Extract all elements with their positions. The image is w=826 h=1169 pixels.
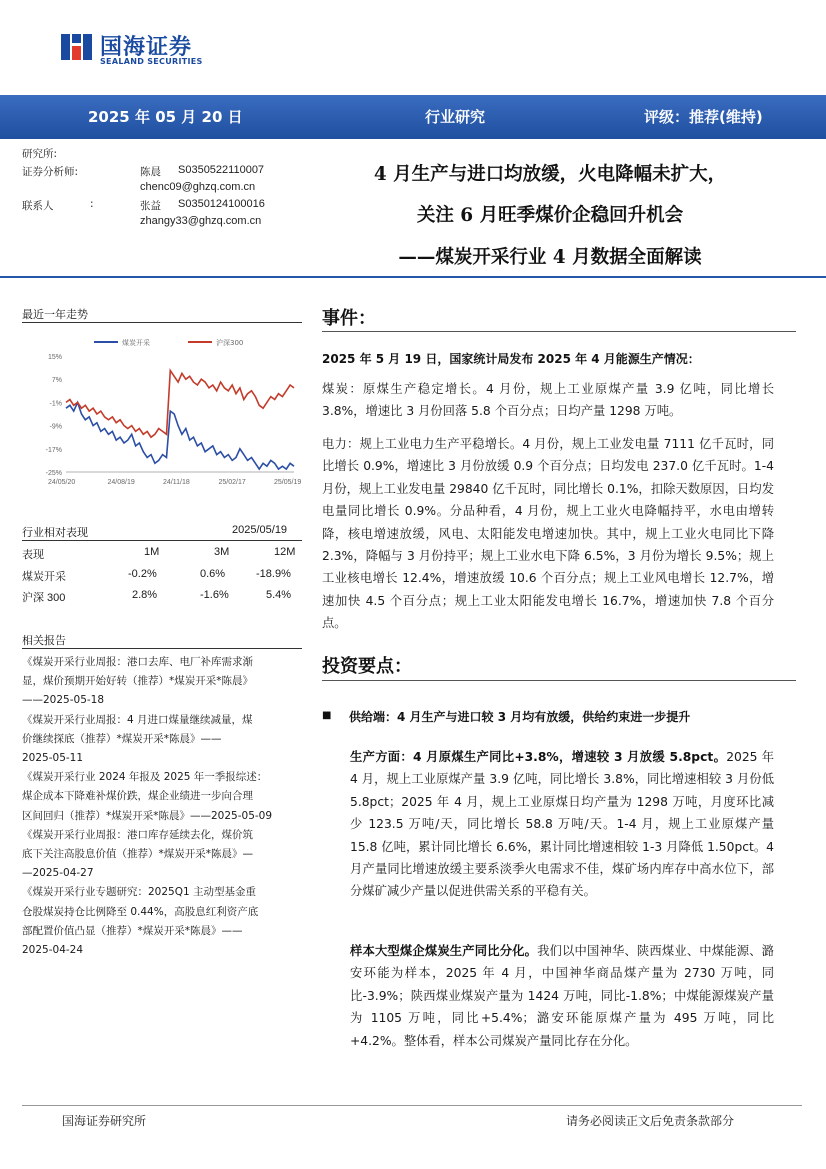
rating: 评级：推荐(维持) [644, 108, 763, 126]
event-lead: 2025 年 5 月 19 日，国家统计局发布 2025 年 4 月能源生产情况： [322, 352, 700, 366]
report-date: 2025 年 05 月 20 日 [88, 108, 243, 126]
report-line: 仓股煤炭持仓比例降至 0.44%，高股息红利资产底 [22, 905, 259, 918]
perf-header-row [22, 546, 300, 564]
report-subtitle: ——煤炭开采行业 4 月数据全面解读 [398, 247, 702, 268]
perf-cell: 2.8% [132, 589, 158, 601]
analyst-name: 陈晨 [140, 166, 161, 178]
perf-divider [22, 540, 302, 541]
y-tick-label: 15% [47, 354, 62, 361]
production-paragraph [350, 746, 774, 903]
report-line: 《煤炭开采行业 2024 年报及 2025 年一季报综述： [22, 771, 268, 784]
logo-chinese-name: 国海证券 [100, 35, 193, 60]
y-tick-label: -1% [49, 400, 62, 408]
perf-header: 12M [274, 546, 296, 558]
perf-cell: -1.6% [200, 589, 229, 601]
trend-divider [22, 322, 302, 323]
report-line: 部配置价值凸显（推荐）*煤炭开采*陈晨》—— [22, 924, 243, 937]
x-tick-label: 24/08/19 [107, 479, 135, 486]
series-line [66, 371, 294, 438]
analyst-label: 证券分析师: [22, 166, 79, 178]
y-tick-label: 7% [51, 377, 62, 385]
perf-cell: 0.6% [200, 568, 226, 580]
report-line: 2025-05-11 [22, 752, 84, 765]
perf-cell: 煤炭开采 [22, 571, 66, 583]
reports-divider [22, 648, 302, 649]
perf-header: 表现 [22, 549, 44, 561]
x-tick-label: 25/05/19 [274, 479, 302, 486]
report-line: 《煤炭开采行业周报：4 月进口煤量继续减量，煤 [22, 713, 253, 726]
supply-heading: 供给端：4 月生产与进口较 3 月均有放缓，供给约束进一步提升 [349, 710, 691, 724]
sample-paragraph [350, 940, 774, 1052]
perf-title: 行业相对表现 [22, 526, 88, 539]
report-line: 《煤炭开采行业周报：港口库存延续去化，煤价筑 [22, 828, 253, 841]
y-tick-label: -25% [45, 470, 62, 477]
report-title-line2: 关注 6 月旺季煤价企稳回升机会 [416, 205, 684, 226]
contact-id: S0350124100016 [178, 198, 265, 210]
report-line: 《煤炭开采行业专题研究：2025Q1 主动型基金重 [22, 886, 257, 899]
bullet-icon: ■ [322, 710, 332, 721]
perf-cell: 5.4% [266, 589, 292, 601]
table-row [22, 589, 300, 607]
contact-label: 联系人 [22, 200, 54, 212]
perf-cell: 沪深 300 [22, 592, 66, 604]
y-tick-label: -17% [45, 446, 62, 454]
report-category: 行业研究 [425, 108, 486, 126]
report-line: 区间回归（推荐）*煤炭开采*陈晨》——2025-05-09 [22, 809, 273, 822]
footer-divider [22, 1105, 802, 1106]
sample-text: 我们以中国神华、陕西煤业、中煤能源、潞安环能为样本，2025 年 4 月，中国神华商品煤产量为 2730 万吨，同比-3.9%；陕西煤业煤炭产量为 1424 万吨，同比-1.8%；中煤能源煤炭产量为 1105 万吨，同比+5.4%；潞安环能原煤产量为 495 万吨，同比+4.2%。整体看，样本公司煤炭产量同比存在分化。 [350, 944, 774, 1048]
report-line: ——2025-05-18 [22, 694, 105, 707]
reports-title: 相关报告 [22, 634, 66, 647]
institute-label: 研究所: [22, 148, 58, 160]
contact-email[interactable]: zhangy33@ghzq.com.cn [140, 215, 262, 227]
invest-divider [322, 680, 796, 681]
company-logo [60, 28, 210, 72]
event-divider [322, 331, 796, 332]
perf-header: 1M [144, 546, 160, 558]
report-line: 显，煤价预期开始好转（推荐）*煤炭开采*陈晨》 [22, 675, 253, 688]
report-line: —2025-04-27 [22, 867, 94, 880]
logo-english-name: SEALAND SECURITIES [100, 57, 203, 66]
contact-colon: : [90, 198, 94, 210]
perf-header: 3M [214, 546, 230, 558]
report-line: 底下关注高股息价值（推荐）*煤炭开采*陈晨》— [22, 848, 253, 861]
contact-name: 张益 [140, 200, 161, 212]
footer-left: 国海证券研究所 [62, 1114, 147, 1128]
production-lead: 生产方面：4 月原煤生产同比+3.8%，增速较 3 月放缓 5.8pct。 [350, 750, 727, 764]
invest-heading: 投资要点： [322, 656, 412, 677]
trend-chart [22, 334, 302, 494]
perf-cell: -18.9% [256, 568, 291, 580]
sealand-logo-icon [60, 30, 94, 64]
perf-cell: -0.2% [128, 568, 157, 580]
x-tick-label: 24/05/20 [48, 479, 76, 486]
report-line: 2025-04-24 [22, 944, 84, 957]
perf-date: 2025/05/19 [232, 524, 288, 536]
footer-right: 请务必阅读正文后免责条款部分 [566, 1114, 735, 1128]
analyst-email[interactable]: chenc09@ghzq.com.cn [140, 181, 256, 193]
report-title-line1: 4 月生产与进口均放缓，火电降幅未扩大， [373, 164, 727, 185]
x-tick-label: 24/11/18 [163, 479, 190, 486]
related-reports-list [22, 653, 302, 960]
x-tick-label: 25/02/17 [218, 479, 246, 486]
sample-lead: 样本大型煤企煤炭生产同比分化。 [350, 944, 538, 958]
legend-label: 煤炭开采 [122, 339, 150, 347]
trend-title: 最近一年走势 [22, 308, 88, 321]
report-line: 煤企成本下降难补煤价跌，煤企业绩进一步向合理 [22, 790, 253, 803]
analyst-id: S0350522110007 [178, 164, 265, 176]
report-line: 《煤炭开采行业周报：港口去库、电厂补库需求渐 [22, 656, 253, 668]
production-text: 2025 年 4 月，规上工业原煤产量 3.9 亿吨，同比增长 3.8%，同比增速相较 3 月份低 5.8pct；2025 年 4 月，规上工业原煤日均产量为 1298 万吨，月度环比减少 123.5 万吨/天，同比增长 58.8 万吨/天。1-4 月，规上工业原煤产量 15.8 亿吨，累计同比增长 6.6%，累计同比增速相较 1-3 月降低 1.50pct。4 月产量同比增速放缓主要系淡季火电需求不佳，煤矿场内库存中高水位下，部分煤矿减少产量以促进供需关系的平稳有关。 [350, 750, 774, 899]
event-power-paragraph: 电力：规上工业电力生产平稳增长。4 月份，规上工业发电量 7111 亿千瓦时，同比增长 0.9%，增速比 3 月份放缓 0.9 个百分点；日均发电 237.0 亿千瓦时。1-4 月份，规上工业发电量 29840 亿千瓦时，同比增长 0.1%，扣除天数原因，日均发电量同比增长 0.9%。分品种看，4 月份，规上工业火电降幅持平，水电由增转降，核电增速放缓，风电、太阳能发电增速加快。其中，规上工业火电同比下降 2.3%，降幅与 3 月份持平；规上工业水电下降 6.5%，3 月份为增长 9.5%；规上工业核电增长 12.4%，增速放缓 10.6 个百分点；规上工业风电增长 12.7%，增速加快 4.5 个百分点；规上工业太阳能发电增长 16.7%，增速加快 7.8 个百分点。 [322, 437, 774, 631]
event-heading: 事件： [322, 308, 376, 329]
event-coal-paragraph: 煤炭：原煤生产稳定增长。4 月份，规上工业原煤产量 3.9 亿吨，同比增长 3.8%，增速比 3 月份回落 5.8 个百分点；日均产量 1298 万吨。 [322, 382, 774, 419]
title-divider [0, 276, 826, 278]
y-tick-label: -9% [49, 423, 62, 431]
table-row [22, 568, 300, 586]
legend-label: 沪深300 [216, 339, 244, 347]
report-line: 价继续探底（推荐）*煤炭开采*陈晨》—— [22, 732, 222, 745]
